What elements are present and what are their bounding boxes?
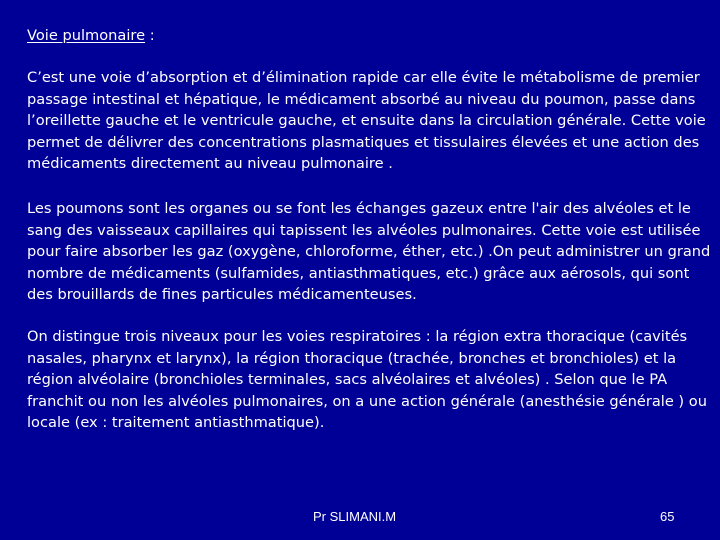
page-number: 65 — [660, 509, 675, 524]
paragraph-lungs: Les poumons sont les organes ou se font les échanges gazeux entre l'air des alvéoles et le sang des vaisseaux capillaires qui tapissent les alvéoles pulmonaires. Cette voie est utilisée pour faire absorber les gaz (oxygène, chloroforme, éther, etc.) .On peut administrer un grand nombre de médicaments (sulfamides, antiasthmatiques, etc.) grâce aux aérosols, qui sont des brouillards de fines particules médicamenteuses. — [27, 200, 711, 304]
paragraph-respiratory-levels: On distingue trois niveaux pour les voies respiratoires : la région extra thoracique (cavités nasales, pharynx et larynx), la région thoracique (trachée, bronches et bronchioles) et la région alvéolaire (bronchioles terminales, sacs alvéolaires et alvéoles) . Selon que le PA franchit ou non les alvéoles pulmonaires, on a une action générale (anesthésie générale ) ou locale (ex : traitement antiasthmatique). — [27, 328, 707, 432]
heading-title: Voie pulmonaire — [27, 27, 146, 44]
heading-colon: : — [145, 27, 155, 44]
paragraph-absorption: C’est une voie d’absorption et d’élimination rapide car elle évite le métabolisme de premier passage intestinal et hépatique, le médicament absorbé au niveau du poumon, passe dans l’oreillette gauche et le ventricule gauche, et ensuite dans la circulation générale. Cette voie permet de délivrer des concentrations plasmatiques et tissulaires élevées et une action des médicaments directement au niveau pulmonaire . — [27, 69, 706, 173]
footer-author: Pr SLIMANI.M — [313, 509, 397, 524]
slide-heading — [27, 26, 155, 46]
